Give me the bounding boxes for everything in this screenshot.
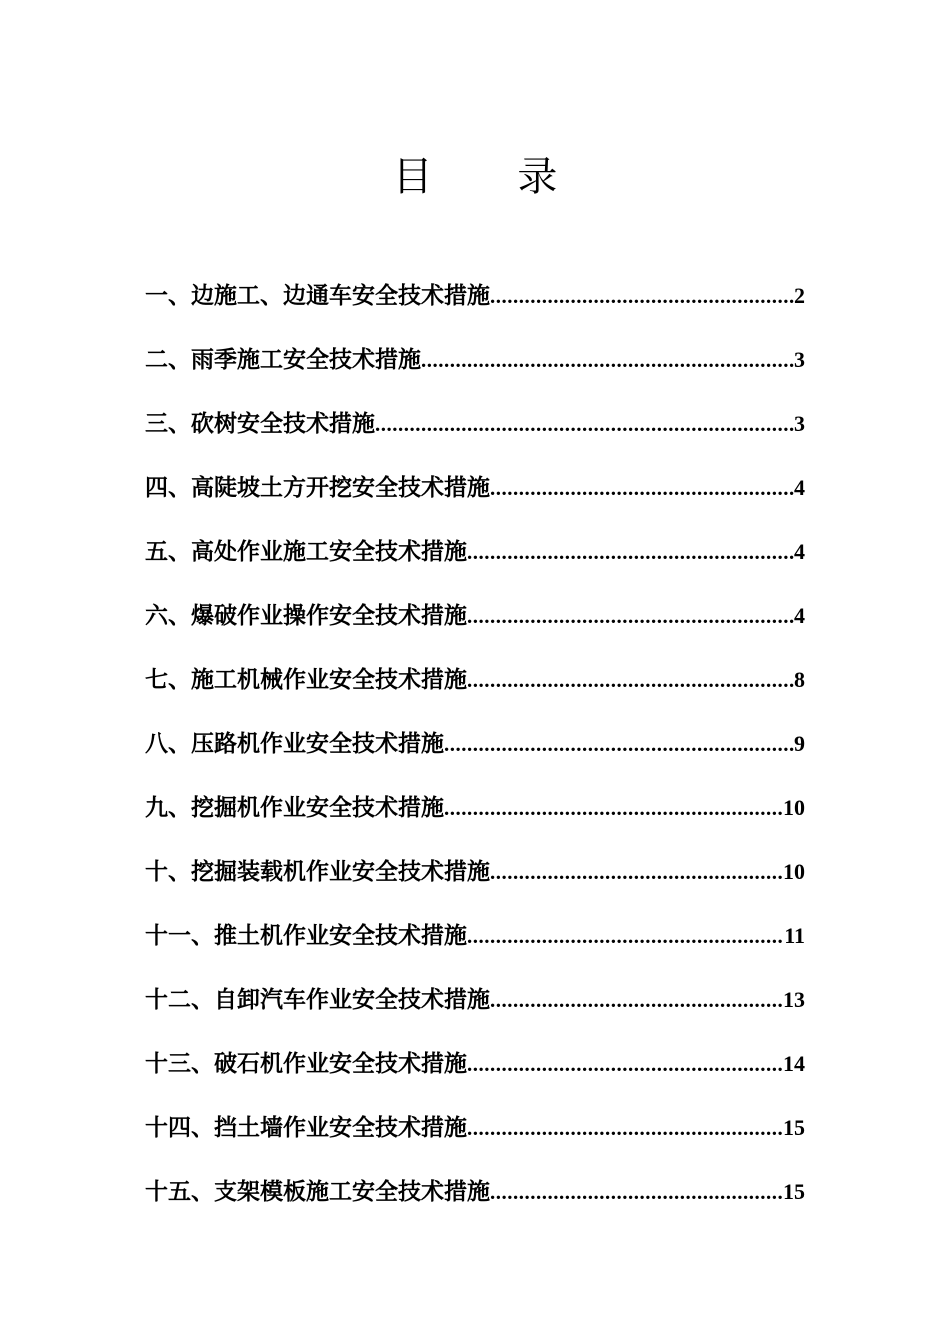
toc-entry[interactable]	[145, 718, 805, 782]
toc-entry[interactable]	[145, 654, 805, 718]
toc-page-number: 14	[783, 1051, 805, 1076]
toc-page-number: 3	[794, 411, 805, 436]
dot-leader	[467, 526, 794, 578]
dot-leader	[467, 1038, 783, 1090]
toc-page-number: 11	[784, 923, 805, 948]
toc-entry-label: 十四、挡土墙作业安全技术措施	[145, 1114, 467, 1141]
toc-page-number: 4	[794, 603, 805, 628]
toc-entry[interactable]	[145, 334, 805, 398]
toc-page-number: 4	[794, 539, 805, 564]
dot-leader	[467, 590, 794, 642]
toc-entry-label: 三、砍树安全技术措施	[145, 410, 375, 437]
toc-entry-label: 九、挖掘机作业安全技术措施	[145, 794, 444, 821]
toc-entry-label: 十二、自卸汽车作业安全技术措施	[145, 986, 490, 1013]
toc-entry-label: 五、高处作业施工安全技术措施	[145, 538, 467, 565]
dot-leader	[490, 462, 794, 514]
toc-entry[interactable]	[145, 974, 805, 1038]
toc-entry[interactable]	[145, 1166, 805, 1230]
toc-page-number: 15	[783, 1179, 805, 1204]
toc-page-number: 13	[783, 987, 805, 1012]
toc-entry[interactable]	[145, 590, 805, 654]
toc-page-number: 9	[794, 731, 805, 756]
dot-leader	[467, 1102, 783, 1154]
toc-entry-label: 十三、破石机作业安全技术措施	[145, 1050, 467, 1077]
toc-entry[interactable]	[145, 462, 805, 526]
toc-entry[interactable]	[145, 270, 805, 334]
toc-entry[interactable]	[145, 398, 805, 462]
toc-entry-label: 二、雨季施工安全技术措施	[145, 346, 421, 373]
toc-page-number: 8	[794, 667, 805, 692]
toc-page-number: 10	[783, 795, 805, 820]
toc-entry-label: 六、爆破作业操作安全技术措施	[145, 602, 467, 629]
toc-page-number: 4	[794, 475, 805, 500]
dot-leader	[467, 654, 794, 706]
toc-page-number: 10	[783, 859, 805, 884]
dot-leader	[467, 910, 784, 962]
toc-page-number: 3	[794, 347, 805, 372]
toc-entry[interactable]	[145, 1038, 805, 1102]
dot-leader	[444, 718, 794, 770]
toc-page-number: 15	[783, 1115, 805, 1140]
toc-entry-label: 八、压路机作业安全技术措施	[145, 730, 444, 757]
toc-entry[interactable]	[145, 910, 805, 974]
dot-leader	[490, 1166, 783, 1218]
table-of-contents	[145, 270, 805, 1230]
toc-page-number: 2	[794, 283, 805, 308]
toc-entry-label: 四、高陡坡土方开挖安全技术措施	[145, 474, 490, 501]
page-title: 目 录	[392, 153, 594, 200]
toc-entry[interactable]	[145, 526, 805, 590]
toc-entry[interactable]	[145, 1102, 805, 1166]
toc-entry-label: 一、边施工、边通车安全技术措施	[145, 282, 490, 309]
toc-entry[interactable]	[145, 782, 805, 846]
dot-leader	[444, 782, 783, 834]
dot-leader	[421, 334, 794, 386]
toc-entry-label: 十五、支架模板施工安全技术措施	[145, 1178, 490, 1205]
dot-leader	[490, 974, 783, 1026]
toc-entry-label: 十一、推土机作业安全技术措施	[145, 922, 467, 949]
toc-entry[interactable]	[145, 846, 805, 910]
dot-leader	[490, 846, 783, 898]
dot-leader	[490, 270, 794, 322]
dot-leader	[375, 398, 794, 450]
toc-entry-label: 十、挖掘装载机作业安全技术措施	[145, 858, 490, 885]
toc-entry-label: 七、施工机械作业安全技术措施	[145, 666, 467, 693]
